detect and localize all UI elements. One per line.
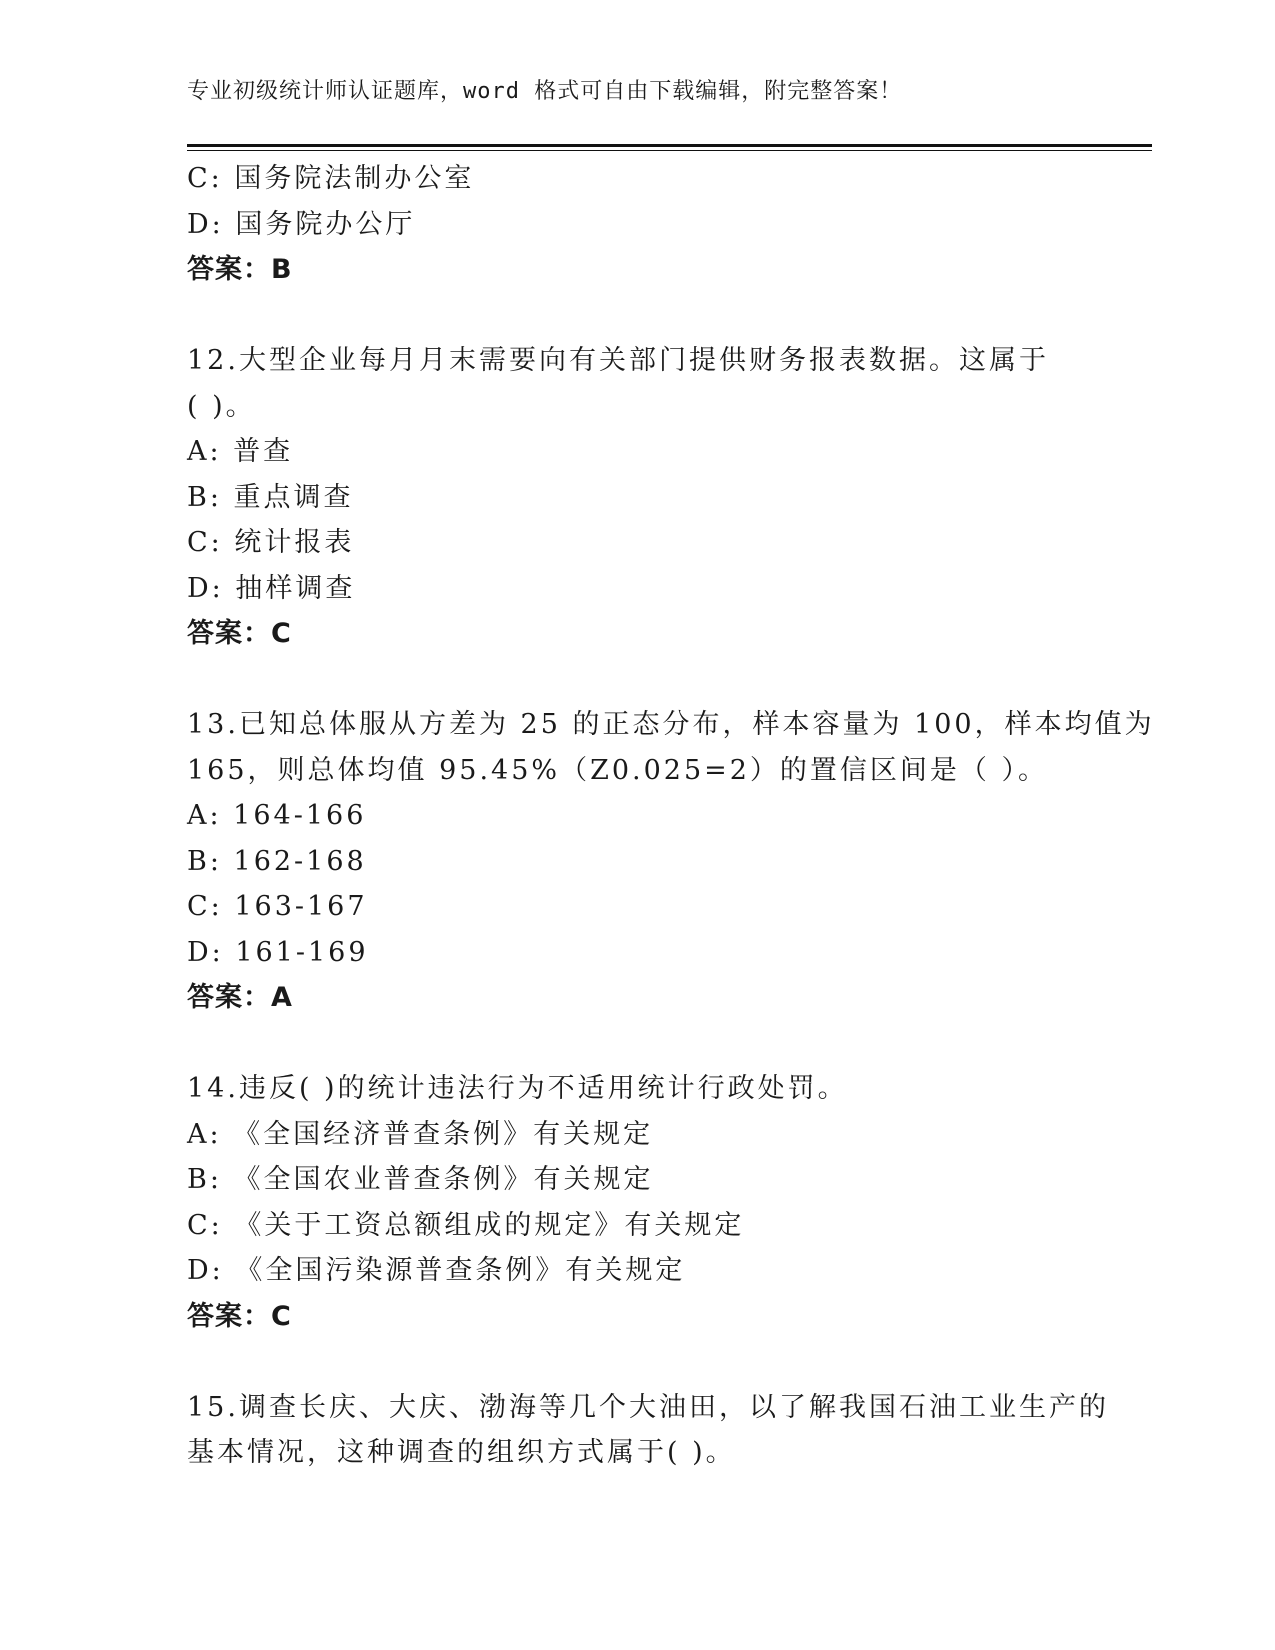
question-text: ( )。 [187,390,256,422]
spacer [187,293,1147,339]
question-text: 165，则总体均值 95.45%（Z0.025=2）的置信区间是（ ）。 [187,754,1049,786]
question-text: 14.违反( )的统计违法行为不适用统计行政处罚。 [187,1073,848,1104]
option-line: A: 普查 [187,436,294,467]
question-text: 15.调查长庆、大庆、渤海等几个大油田，以了解我国石油工业生产的 [187,1391,1109,1423]
question-content [187,156,1155,1476]
option-line: B: 重点调查 [187,481,354,513]
question-text: 12.大型企业每月月末需要向有关部门提供财务报表数据。这属于 [187,345,1049,376]
option-line: C: 国务院法制办公室 [187,163,475,194]
option-line: A: 《全国经济普查条例》有关规定 [187,1118,654,1150]
option-line: D: 国务院办公厅 [187,208,416,240]
option-line: B: 《全国农业普查条例》有关规定 [187,1164,654,1195]
question-text: 13.已知总体服从方差为 25 的正态分布，样本容量为 100，样本均值为 [187,709,1155,740]
option-line: B: 162-168 [187,845,367,877]
option-line: D: 《全国污染源普查条例》有关规定 [187,1255,686,1286]
question-text: 基本情况，这种调查的组织方式属于( )。 [187,1437,736,1468]
spacer [187,657,1147,703]
page-header: 专业初级统计师认证题库，word 格式可自由下载编辑，附完整答案！ [187,79,903,104]
option-line: D: 161-169 [187,936,369,968]
answer-line: 答案：C [187,1300,292,1332]
option-line: A: 164-166 [187,800,367,831]
option-line: C: 统计报表 [187,527,355,558]
spacer [187,1021,1147,1067]
answer-line: 答案：A [187,982,293,1013]
option-line: C: 《关于工资总额组成的规定》有关规定 [187,1209,745,1241]
header-rule-thin [187,150,1152,151]
option-line: D: 抽样调查 [187,572,356,604]
answer-line: 答案：B [187,254,293,285]
header-rule-thick [187,144,1152,147]
answer-line: 答案：C [187,618,292,649]
spacer [187,1339,1147,1385]
option-line: C: 163-167 [187,891,368,922]
